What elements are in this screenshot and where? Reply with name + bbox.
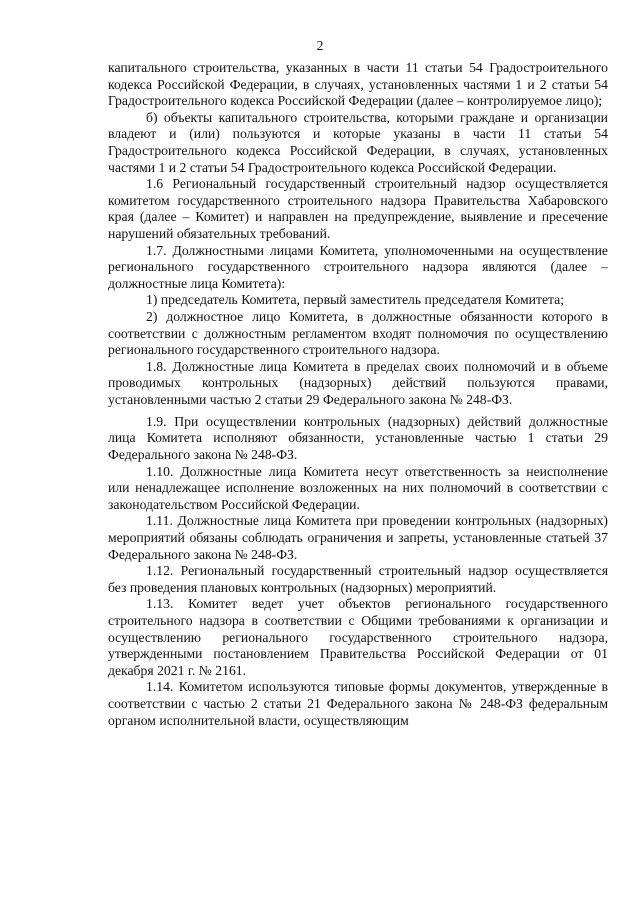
paragraph-1-14: 1.14. Комитетом используются типовые формы документов, утвержденные в соответствии с частью 2 статьи 21 Федерального закона № 248-ФЗ федеральным органом исполнительной власти, осуществляющим <box>108 679 608 728</box>
paragraph-1-8: 1.8. Должностные лица Комитета в пределах своих полномочий и в объеме проводимых контрольных (надзорных) действий пользуются правами, установленными частью 2 статьи 29 Федерального закона № 248-ФЗ. <box>108 358 608 407</box>
paragraph-1-7-item-2: 2) должностное лицо Комитета, в должностные обязанности которого в соответствии с должностным регламентом входят полномочия по осуществлению регионального государственного строительного надзора. <box>108 308 608 358</box>
page-number: 2 <box>316 38 324 53</box>
paragraph-continuation: капитального строительства, указанных в части 11 статьи 54 Градостроительного кодекса Российской Федерации, в случаях, установленных частями 1 и 2 статьи 54 Градостроительного кодекса Российской Федерации (далее – контролируемое лицо); <box>108 60 608 109</box>
paragraph-1-7-item-1: 1) председатель Комитета, первый заместитель председателя Комитета; <box>146 292 565 308</box>
paragraph-1-9: 1.9. При осуществлении контрольных (надзорных) действий должностные лица Комитета исполняют обязанности, установленные частью 1 статьи 29 Федерального закона № 248-ФЗ. <box>108 413 608 463</box>
paragraph-item-b: б) объекты капитального строительства, которыми граждане и организации владеют и (или) пользуются и которые указаны в части 11 статьи 54 Градостроительного кодекса Российской Федерации, в случаях, установленных частями 1 и 2 статьи 54 Градостроительного кодекса Российской Федерации. <box>108 109 608 175</box>
paragraph-1-11: 1.11. Должностные лица Комитета при проведении контрольных (надзорных) мероприятий обязаны соблюдать ограничения и запреты, установленные статьей 37 Федерального закона № 248-ФЗ. <box>108 513 608 562</box>
paragraph-1-13: 1.13. Комитет ведет учет объектов регионального государственного строительного надзора в соответствии с Общими требованиями к организации и осуществлению регионального государственного строительного надзора, утвержденными постановлением Правительства Российской Федерации от 01 декабря 2021 г. № 2161. <box>108 596 608 678</box>
paragraph-1-10: 1.10. Должностные лица Комитета несут ответственность за неисполнение или ненадлежащее исполнение возложенных на них полномочий в соответствии с законодательством Российской Федерации. <box>108 463 608 512</box>
paragraph-1-12: 1.12. Региональный государственный строительный надзор осуществляется без проведения плановых контрольных (надзорных) мероприятий. <box>108 563 608 595</box>
paragraph-1-7: 1.7. Должностными лицами Комитета, уполномоченными на осуществление регионального государственного строительного надзора являются (далее – должностные лица Комитета): <box>108 242 608 291</box>
document-body <box>108 60 608 729</box>
paragraph-1-6: 1.6 Региональный государственный строительный надзор осуществляется комитетом государственного строительного надзора Правительства Хабаровского края (далее – Комитет) и направлен на предупреждение, выявление и пресечение нарушений обязательных требований. <box>108 176 608 241</box>
